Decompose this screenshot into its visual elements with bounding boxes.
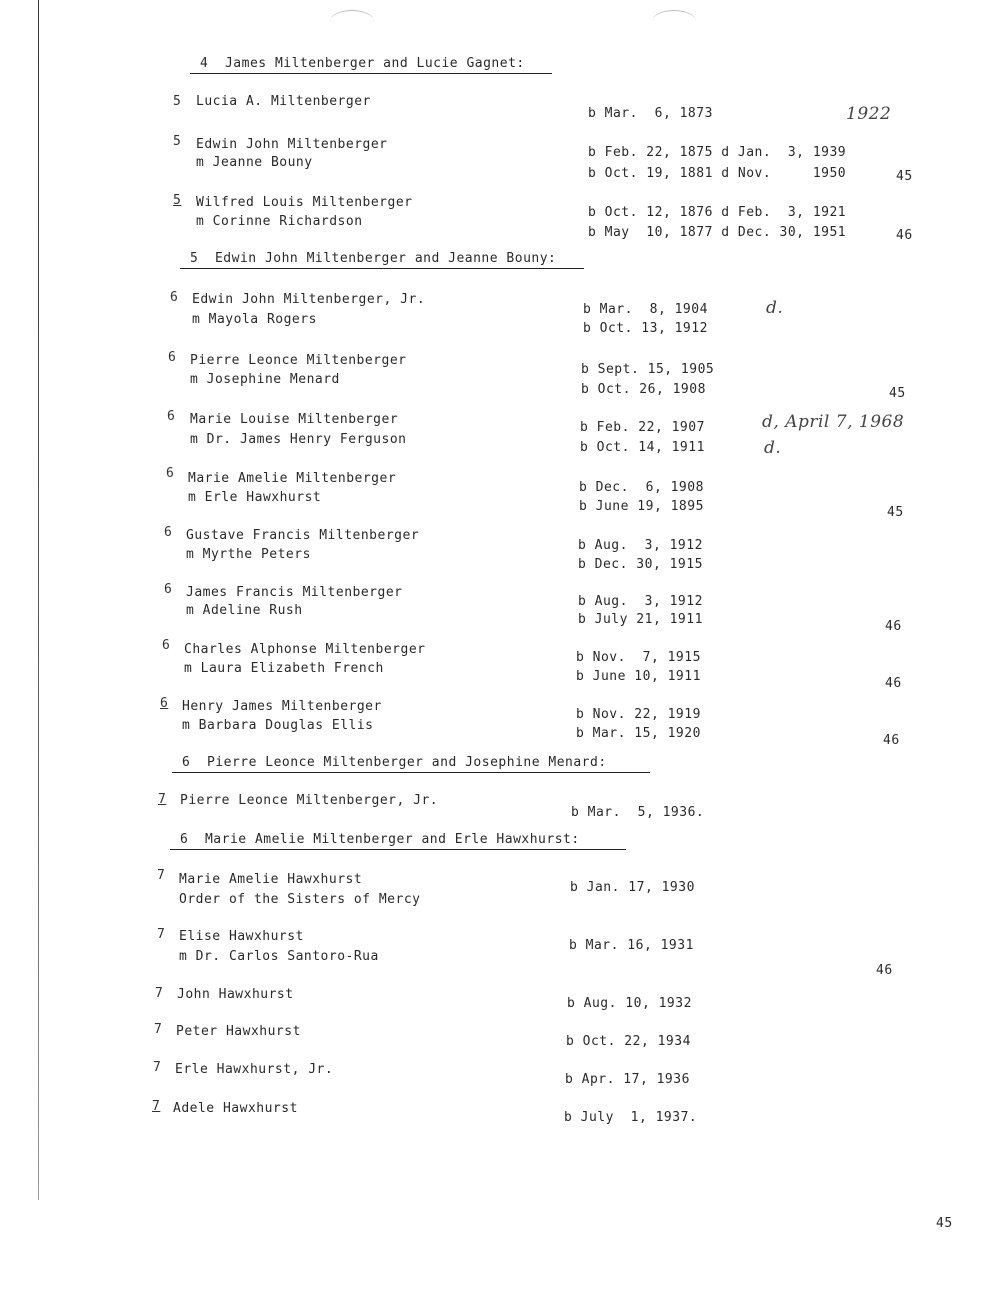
generation-number: 7: [157, 927, 166, 942]
date-line: b Mar. 15, 1920: [576, 726, 701, 741]
reference-page: 45: [889, 386, 906, 401]
date-line: b May 10, 1877 d Dec. 30, 1951: [588, 225, 847, 240]
generation-number: 6: [167, 409, 176, 424]
spouse-name: m Barbara Douglas Ellis: [182, 718, 374, 733]
date-line: b Aug. 3, 1912: [578, 538, 703, 553]
spouse-name: m Mayola Rogers: [192, 312, 317, 327]
generation-number: 7: [157, 868, 166, 883]
generation-number: 6: [164, 582, 173, 597]
generation-number: 6: [160, 696, 169, 711]
reference-page: 45: [896, 169, 913, 184]
generation-number: 6: [166, 466, 175, 481]
generation-number: 7: [152, 1099, 161, 1114]
date-line: b July 21, 1911: [578, 612, 703, 627]
person-name: Gustave Francis Miltenberger: [186, 528, 420, 543]
person-name: James Francis Miltenberger: [186, 585, 403, 600]
handwritten-note: d.: [764, 438, 782, 458]
generation-number: 6: [168, 350, 177, 365]
section-heading: 6 Pierre Leonce Miltenberger and Josephine Menard:: [172, 755, 650, 773]
birth-date: b Jan. 17, 1930: [570, 880, 695, 895]
date-line: b Oct. 14, 1911: [580, 440, 705, 455]
reference-page: 45: [887, 505, 904, 520]
punch-hole-mark: [652, 10, 696, 33]
person-name: Wilfred Louis Miltenberger: [196, 195, 413, 210]
person-name: Peter Hawxhurst: [176, 1024, 301, 1039]
page-number: 45: [936, 1216, 953, 1231]
birth-date: b July 1, 1937.: [564, 1110, 698, 1125]
date-line: b Nov. 7, 1915: [576, 650, 701, 665]
person-name: Adele Hawxhurst: [173, 1101, 298, 1116]
reference-page: 46: [885, 619, 902, 634]
spouse-name: m Adeline Rush: [186, 603, 303, 618]
handwritten-note: 1922: [846, 104, 892, 124]
section-heading: 4 James Miltenberger and Lucie Gagnet:: [190, 56, 552, 74]
date-line: b Mar. 8, 1904: [583, 302, 708, 317]
date-line: b June 10, 1911: [576, 669, 701, 684]
generation-number: 6: [170, 290, 179, 305]
generation-number: 5: [173, 94, 182, 109]
birth-date: b Apr. 17, 1936: [565, 1072, 690, 1087]
reference-page: 46: [896, 228, 913, 243]
person-name: Henry James Miltenberger: [182, 699, 382, 714]
left-margin-line: [38, 0, 39, 1200]
person-name: Edwin John Miltenberger: [196, 137, 388, 152]
person-name: Elise Hawxhurst: [179, 929, 304, 944]
generation-number: 7: [153, 1060, 162, 1075]
birth-date: b Oct. 22, 1934: [566, 1034, 691, 1049]
handwritten-note: d.: [766, 298, 784, 318]
date-line: b Dec. 6, 1908: [579, 480, 704, 495]
generation-number: 5: [173, 193, 182, 208]
person-name: Lucia A. Miltenberger: [196, 94, 371, 109]
spouse-name: m Dr. James Henry Ferguson: [190, 432, 407, 447]
spouse-name: Order of the Sisters of Mercy: [179, 892, 421, 907]
generation-number: 7: [158, 792, 167, 807]
date-line: b Oct. 19, 1881 d Nov. 1950: [588, 166, 847, 181]
person-name: Marie Louise Miltenberger: [190, 412, 399, 427]
generation-number: 6: [164, 525, 173, 540]
spouse-name: m Josephine Menard: [190, 372, 340, 387]
reference-page: 46: [885, 676, 902, 691]
person-name: Pierre Leonce Miltenberger, Jr.: [180, 793, 439, 808]
spouse-name: m Erle Hawxhurst: [188, 490, 322, 505]
handwritten-note: d, April 7, 1968: [762, 412, 905, 432]
generation-number: 7: [155, 986, 164, 1001]
spouse-name: m Myrthe Peters: [186, 547, 311, 562]
spouse-name: m Jeanne Bouny: [196, 155, 313, 170]
spouse-name: m Laura Elizabeth French: [184, 661, 384, 676]
reference-page: 46: [876, 963, 893, 978]
section-heading: 5 Edwin John Miltenberger and Jeanne Bouny:: [180, 251, 584, 269]
section-heading: 6 Marie Amelie Miltenberger and Erle Hawxhurst:: [170, 832, 626, 850]
spouse-name: m Dr. Carlos Santoro-Rua: [179, 949, 379, 964]
date-line: b Feb. 22, 1907: [580, 420, 705, 435]
date-line: b Aug. 3, 1912: [578, 594, 703, 609]
date-line: b Dec. 30, 1915: [578, 557, 703, 572]
birth-date: b Mar. 5, 1936.: [571, 805, 705, 820]
person-name: Edwin John Miltenberger, Jr.: [192, 292, 426, 307]
birth-date: b Mar. 16, 1931: [569, 938, 694, 953]
date-line: b Nov. 22, 1919: [576, 707, 701, 722]
birth-date: b Aug. 10, 1932: [567, 996, 692, 1011]
date-line: b Oct. 26, 1908: [581, 382, 706, 397]
birth-date: b Mar. 6, 1873: [588, 106, 713, 121]
person-name: Pierre Leonce Miltenberger: [190, 353, 407, 368]
date-line: b Oct. 13, 1912: [583, 321, 708, 336]
spouse-name: m Corinne Richardson: [196, 214, 363, 229]
person-name: Marie Amelie Hawxhurst: [179, 872, 363, 887]
punch-hole-mark: [330, 10, 374, 33]
generation-number: 6: [162, 638, 171, 653]
person-name: Erle Hawxhurst, Jr.: [175, 1062, 334, 1077]
reference-page: 46: [883, 733, 900, 748]
date-line: b June 19, 1895: [579, 499, 704, 514]
generation-number: 7: [154, 1022, 163, 1037]
person-name: Charles Alphonse Miltenberger: [184, 642, 426, 657]
generation-number: 5: [173, 134, 182, 149]
date-line: b Feb. 22, 1875 d Jan. 3, 1939: [588, 145, 847, 160]
person-name: John Hawxhurst: [177, 987, 294, 1002]
date-line: b Oct. 12, 1876 d Feb. 3, 1921: [588, 205, 847, 220]
person-name: Marie Amelie Miltenberger: [188, 471, 397, 486]
date-line: b Sept. 15, 1905: [581, 362, 715, 377]
